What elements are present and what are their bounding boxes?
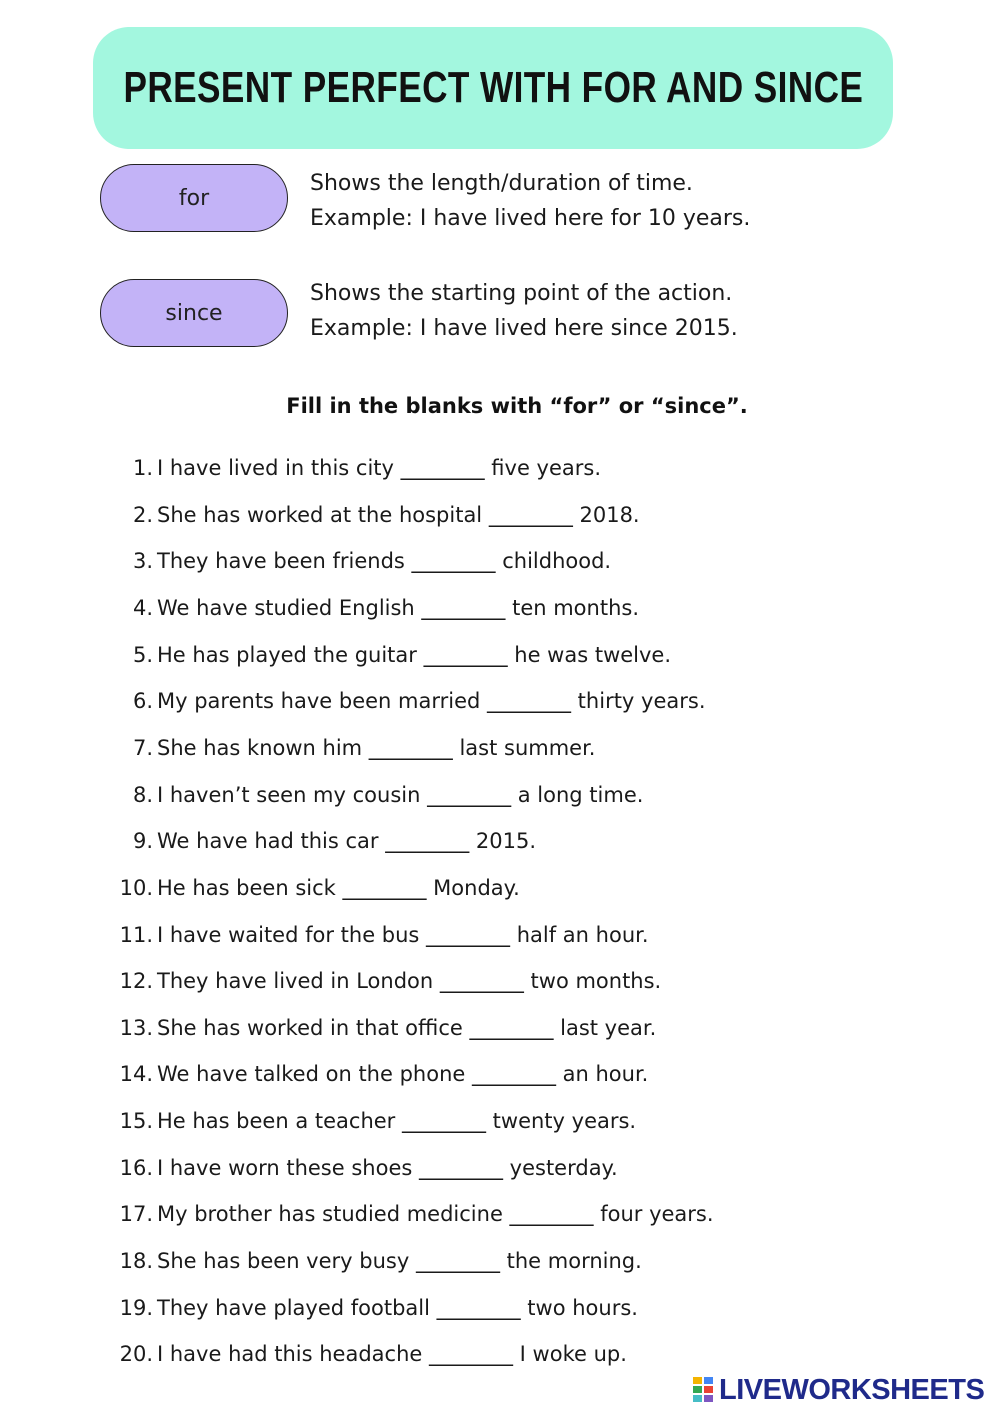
rule-description: Shows the length/duration of time.	[310, 171, 693, 196]
exercise-number: 17.	[119, 1202, 153, 1227]
exercise-number: 16.	[119, 1155, 153, 1180]
exercise-sentence: He has been sick ________ Monday.	[157, 875, 520, 900]
exercise-sentence: We have talked on the phone ________ an hour.	[157, 1062, 649, 1087]
instruction-text: Fill in the blanks with “for” or “since”.	[286, 394, 748, 418]
exercise-item	[0, 1150, 900, 1186]
exercise-sentence: She has known him ________ last summer.	[157, 735, 596, 760]
exercise-number: 3.	[132, 549, 153, 574]
exercise-sentence: She has worked at the hospital ________ 2018.	[157, 502, 640, 527]
exercise-item	[0, 683, 900, 719]
exercise-item	[0, 917, 900, 953]
exercise-number: 15.	[119, 1109, 153, 1134]
exercise-item	[0, 590, 900, 626]
rule-label-since: since	[100, 279, 288, 347]
exercise-sentence: My brother has studied medicine ________ four years.	[157, 1202, 714, 1227]
exercise-sentence: He has played the guitar ________ he was twelve.	[157, 642, 672, 667]
exercise-number: 5.	[132, 642, 153, 667]
exercise-number: 2.	[132, 502, 153, 527]
exercise-sentence: I have lived in this city ________ five years.	[157, 456, 602, 480]
exercise-number: 1.	[132, 456, 153, 480]
exercise-sentence: She has been very busy ________ the morning.	[157, 1249, 642, 1274]
exercise-item	[0, 1196, 900, 1232]
exercise-number: 9.	[132, 829, 153, 854]
exercise-number: 4.	[132, 595, 153, 620]
exercise-number: 13.	[119, 1015, 153, 1040]
rule-definition-since	[310, 276, 738, 346]
exercise-item	[0, 963, 900, 999]
exercise-item	[0, 543, 900, 579]
exercise-item	[0, 1056, 900, 1092]
exercise-item	[0, 823, 900, 859]
exercise-item	[0, 1290, 900, 1326]
exercise-sentence: We have had this car ________ 2015.	[157, 829, 537, 854]
exercise-number: 19.	[119, 1295, 153, 1320]
exercise-sentence: He has been a teacher ________ twenty years.	[157, 1109, 637, 1134]
exercise-number: 8.	[132, 782, 153, 807]
rule-description: Shows the starting point of the action.	[310, 281, 733, 306]
title-banner	[93, 27, 893, 149]
logo-text: LIVEWORKSHEETS	[719, 1373, 985, 1406]
liveworksheets-logo	[693, 1375, 984, 1405]
exercise-item	[0, 777, 900, 813]
exercise-item	[0, 730, 900, 766]
exercise-sentence: They have been friends ________ childhood.	[157, 549, 612, 574]
exercise-item	[0, 1336, 900, 1372]
exercise-number: 20.	[119, 1342, 153, 1367]
rule-definition-for	[310, 166, 750, 236]
exercise-sentence: She has worked in that office ________ last year.	[157, 1015, 657, 1040]
exercise-number: 14.	[119, 1062, 153, 1087]
liveworksheets-icon	[693, 1377, 715, 1403]
exercise-item	[0, 1010, 900, 1046]
exercise-number: 7.	[132, 735, 153, 760]
exercise-sentence: They have lived in London ________ two months.	[157, 969, 662, 994]
exercise-number: 12.	[119, 969, 153, 994]
exercise-item	[0, 870, 900, 906]
rule-example: Example: I have lived here since 2015.	[310, 316, 738, 341]
exercise-sentence: I have waited for the bus ________ half an hour.	[157, 922, 649, 947]
exercise-number: 11.	[119, 922, 153, 947]
exercise-number: 18.	[119, 1249, 153, 1274]
page-title: PRESENT PERFECT WITH FOR AND SINCE	[123, 63, 863, 112]
exercise-item	[0, 450, 900, 486]
exercise-sentence: My parents have been married ________ thirty years.	[157, 689, 706, 714]
exercise-sentence: I have had this headache ________ I woke up.	[157, 1342, 627, 1367]
exercise-item	[0, 497, 900, 533]
exercise-number: 6.	[132, 689, 153, 714]
exercise-number: 10.	[119, 875, 153, 900]
rule-label-for: for	[100, 164, 288, 232]
exercise-sentence: I haven’t seen my cousin ________ a long time.	[157, 782, 644, 807]
exercise-sentence: We have studied English ________ ten months.	[157, 595, 639, 620]
rule-example: Example: I have lived here for 10 years.	[310, 206, 751, 231]
exercise-item	[0, 1243, 900, 1279]
exercise-sentence: I have worn these shoes ________ yesterday.	[157, 1155, 618, 1180]
exercise-sentence: They have played football ________ two hours.	[157, 1295, 638, 1320]
exercise-item	[0, 1103, 900, 1139]
exercise-item	[0, 637, 900, 673]
